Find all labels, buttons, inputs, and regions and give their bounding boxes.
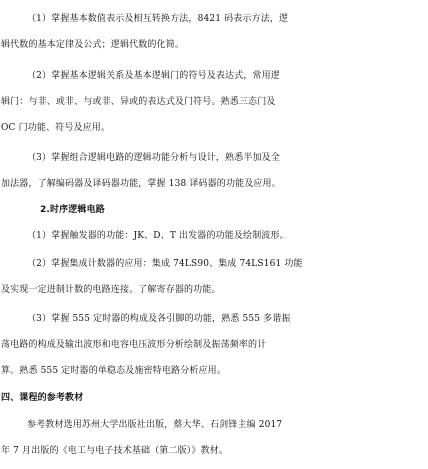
paragraph-line: （2）掌握集成计数器的应用：集成 74LS90、集成 74LS161 功能 bbox=[27, 259, 303, 269]
paragraph-line: （1）掌握触发器的功能：JK、D、T 出发器的功能及绘制波形。 bbox=[27, 231, 289, 241]
paragraph-line: 加法器，了解编码器及译码器功能，掌握 138 译码器的功能及应用。 bbox=[1, 179, 281, 189]
paragraph-line: 及实现一定进制计数的电路连接。了解寄存器的功能。 bbox=[1, 285, 221, 295]
paragraph-line: 年 7 月出版的《电工与电子技术基础（第二版）》教材。 bbox=[1, 446, 228, 456]
paragraph-line: （1）掌握基本数值表示及相互转换方法，8421 码表示方法，逻 bbox=[27, 14, 289, 24]
chapter-heading: 四、课程的参考教材 bbox=[1, 393, 84, 403]
section-heading: 2.时序逻辑电路 bbox=[40, 205, 105, 215]
paragraph-line: OC 门功能、符号及应用。 bbox=[1, 123, 111, 133]
paragraph-line: 荡电路的构成及输出波形和电容电压波形分析绘制及振荡频率的计 bbox=[1, 340, 267, 350]
paragraph-line: （2）掌握基本逻辑关系及基本逻辑门的符号及表达式，常用逻 bbox=[27, 71, 280, 81]
paragraph-line: 辑门：与非、或非、与或非、异或的表达式及门符号。熟悉三态门及 bbox=[1, 97, 276, 107]
paragraph-line: 参考教材选用苏州大学出版社出版，蔡大华、石剑锋主编 2017 bbox=[27, 420, 283, 430]
paragraph-line: 辑代数的基本定律及公式；逻辑代数的化简。 bbox=[1, 40, 185, 50]
paragraph-line: （3）掌握 555 定时器的构成及各引脚的功能，熟悉 555 多谐振 bbox=[27, 314, 291, 324]
paragraph-line: （3）掌握组合逻辑电路的逻辑功能分析与设计，熟悉半加及全 bbox=[27, 153, 280, 163]
paragraph-line: 算。熟悉 555 定时器的单稳态及施密特电路分析应用。 bbox=[1, 366, 226, 376]
